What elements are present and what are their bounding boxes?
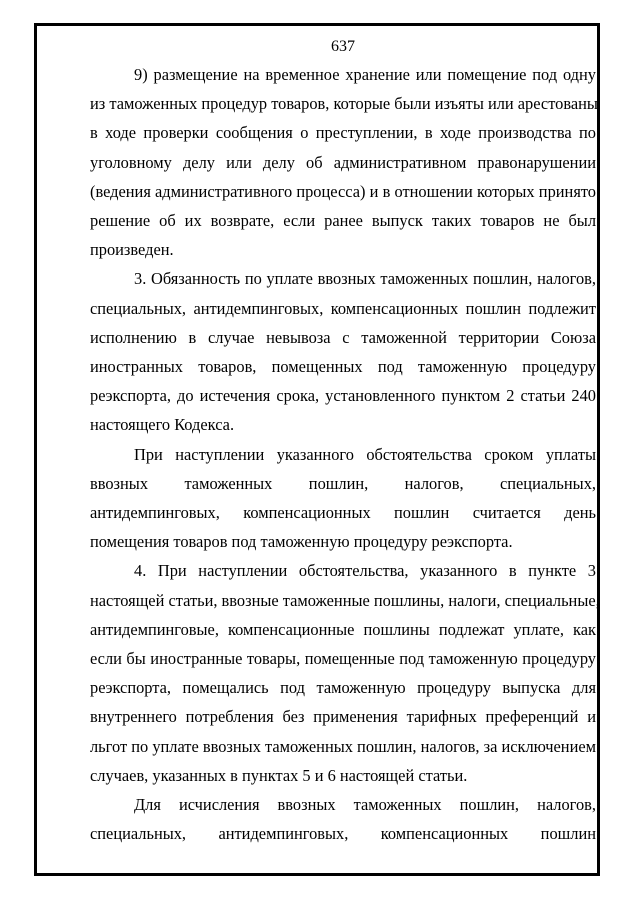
text-line: специальных, антидемпинговых, компенсационных пошлин подлежит	[90, 298, 596, 318]
text-line: исполнению в случае невывоза с таможенной территории Союза	[90, 327, 596, 347]
text-line: антидемпинговых, компенсационных пошлин считается день	[90, 503, 596, 523]
text-line: 3. Обязанность по уплате ввозных таможенных пошлин, налогов,	[134, 269, 596, 289]
text-line: антидемпинговые, компенсационные пошлины подлежат уплате, как	[90, 619, 596, 639]
text-line: 9) размещение на временное хранение или помещение под одну	[134, 65, 596, 84]
paragraph	[90, 440, 596, 557]
text-line: льгот по уплате ввозных таможенных пошлин, налогов, за исключением	[90, 736, 596, 756]
text-line: настоящей статьи, ввозные таможенные пошлины, налоги, специальные,	[90, 590, 600, 610]
text-line: внутреннего потребления без применения тарифных преференций и	[90, 707, 596, 727]
text-line: настоящего Кодекса.	[90, 415, 235, 435]
text-line: произведен.	[90, 240, 174, 260]
text-line: реэкспорта, помещались под таможенную процедуру выпуска для	[90, 678, 596, 698]
text-line: ввозных таможенных пошлин, налогов, специальных,	[90, 473, 596, 493]
document-body	[90, 36, 600, 848]
text-line: 4. При наступлении обстоятельства, указанного в пункте 3	[134, 561, 596, 581]
text-line: помещения товаров под таможенную процедуру реэкспорта.	[90, 532, 513, 552]
page-number: 637	[331, 38, 355, 55]
text-line: иностранных товаров, помещенных под таможенную процедуру	[90, 357, 596, 377]
text-line: Для исчисления ввозных таможенных пошлин, налогов,	[134, 795, 596, 815]
text-line: (ведения административного процесса) и в отношении которых принято	[90, 181, 596, 201]
text-line: решение об их возврате, если ранее выпуск таких товаров не был	[90, 211, 596, 231]
paragraph	[90, 264, 596, 439]
text-line: специальных, антидемпинговых, компенсационных пошлин	[90, 824, 596, 844]
text-line: случаев, указанных в пунктах 5 и 6 настоящей статьи.	[90, 765, 468, 785]
text-line: из таможенных процедур товаров, которые были изъяты или арестованы	[90, 94, 598, 114]
text-line: При наступлении указанного обстоятельства сроком уплаты	[134, 444, 596, 464]
paragraph	[90, 790, 596, 848]
paragraph	[90, 556, 600, 790]
text-line: реэкспорта, до истечения срока, установленного пунктом 2 статьи 240	[90, 386, 596, 406]
text-line: уголовному делу или делу об административном правонарушении	[90, 152, 596, 172]
paragraph	[90, 60, 596, 264]
text-line: если бы иностранные товары, помещенные под таможенную процедуру	[90, 649, 596, 669]
paragraph-list	[90, 60, 600, 848]
text-line: в ходе проверки сообщения о преступлении, в ходе производства по	[90, 123, 596, 143]
